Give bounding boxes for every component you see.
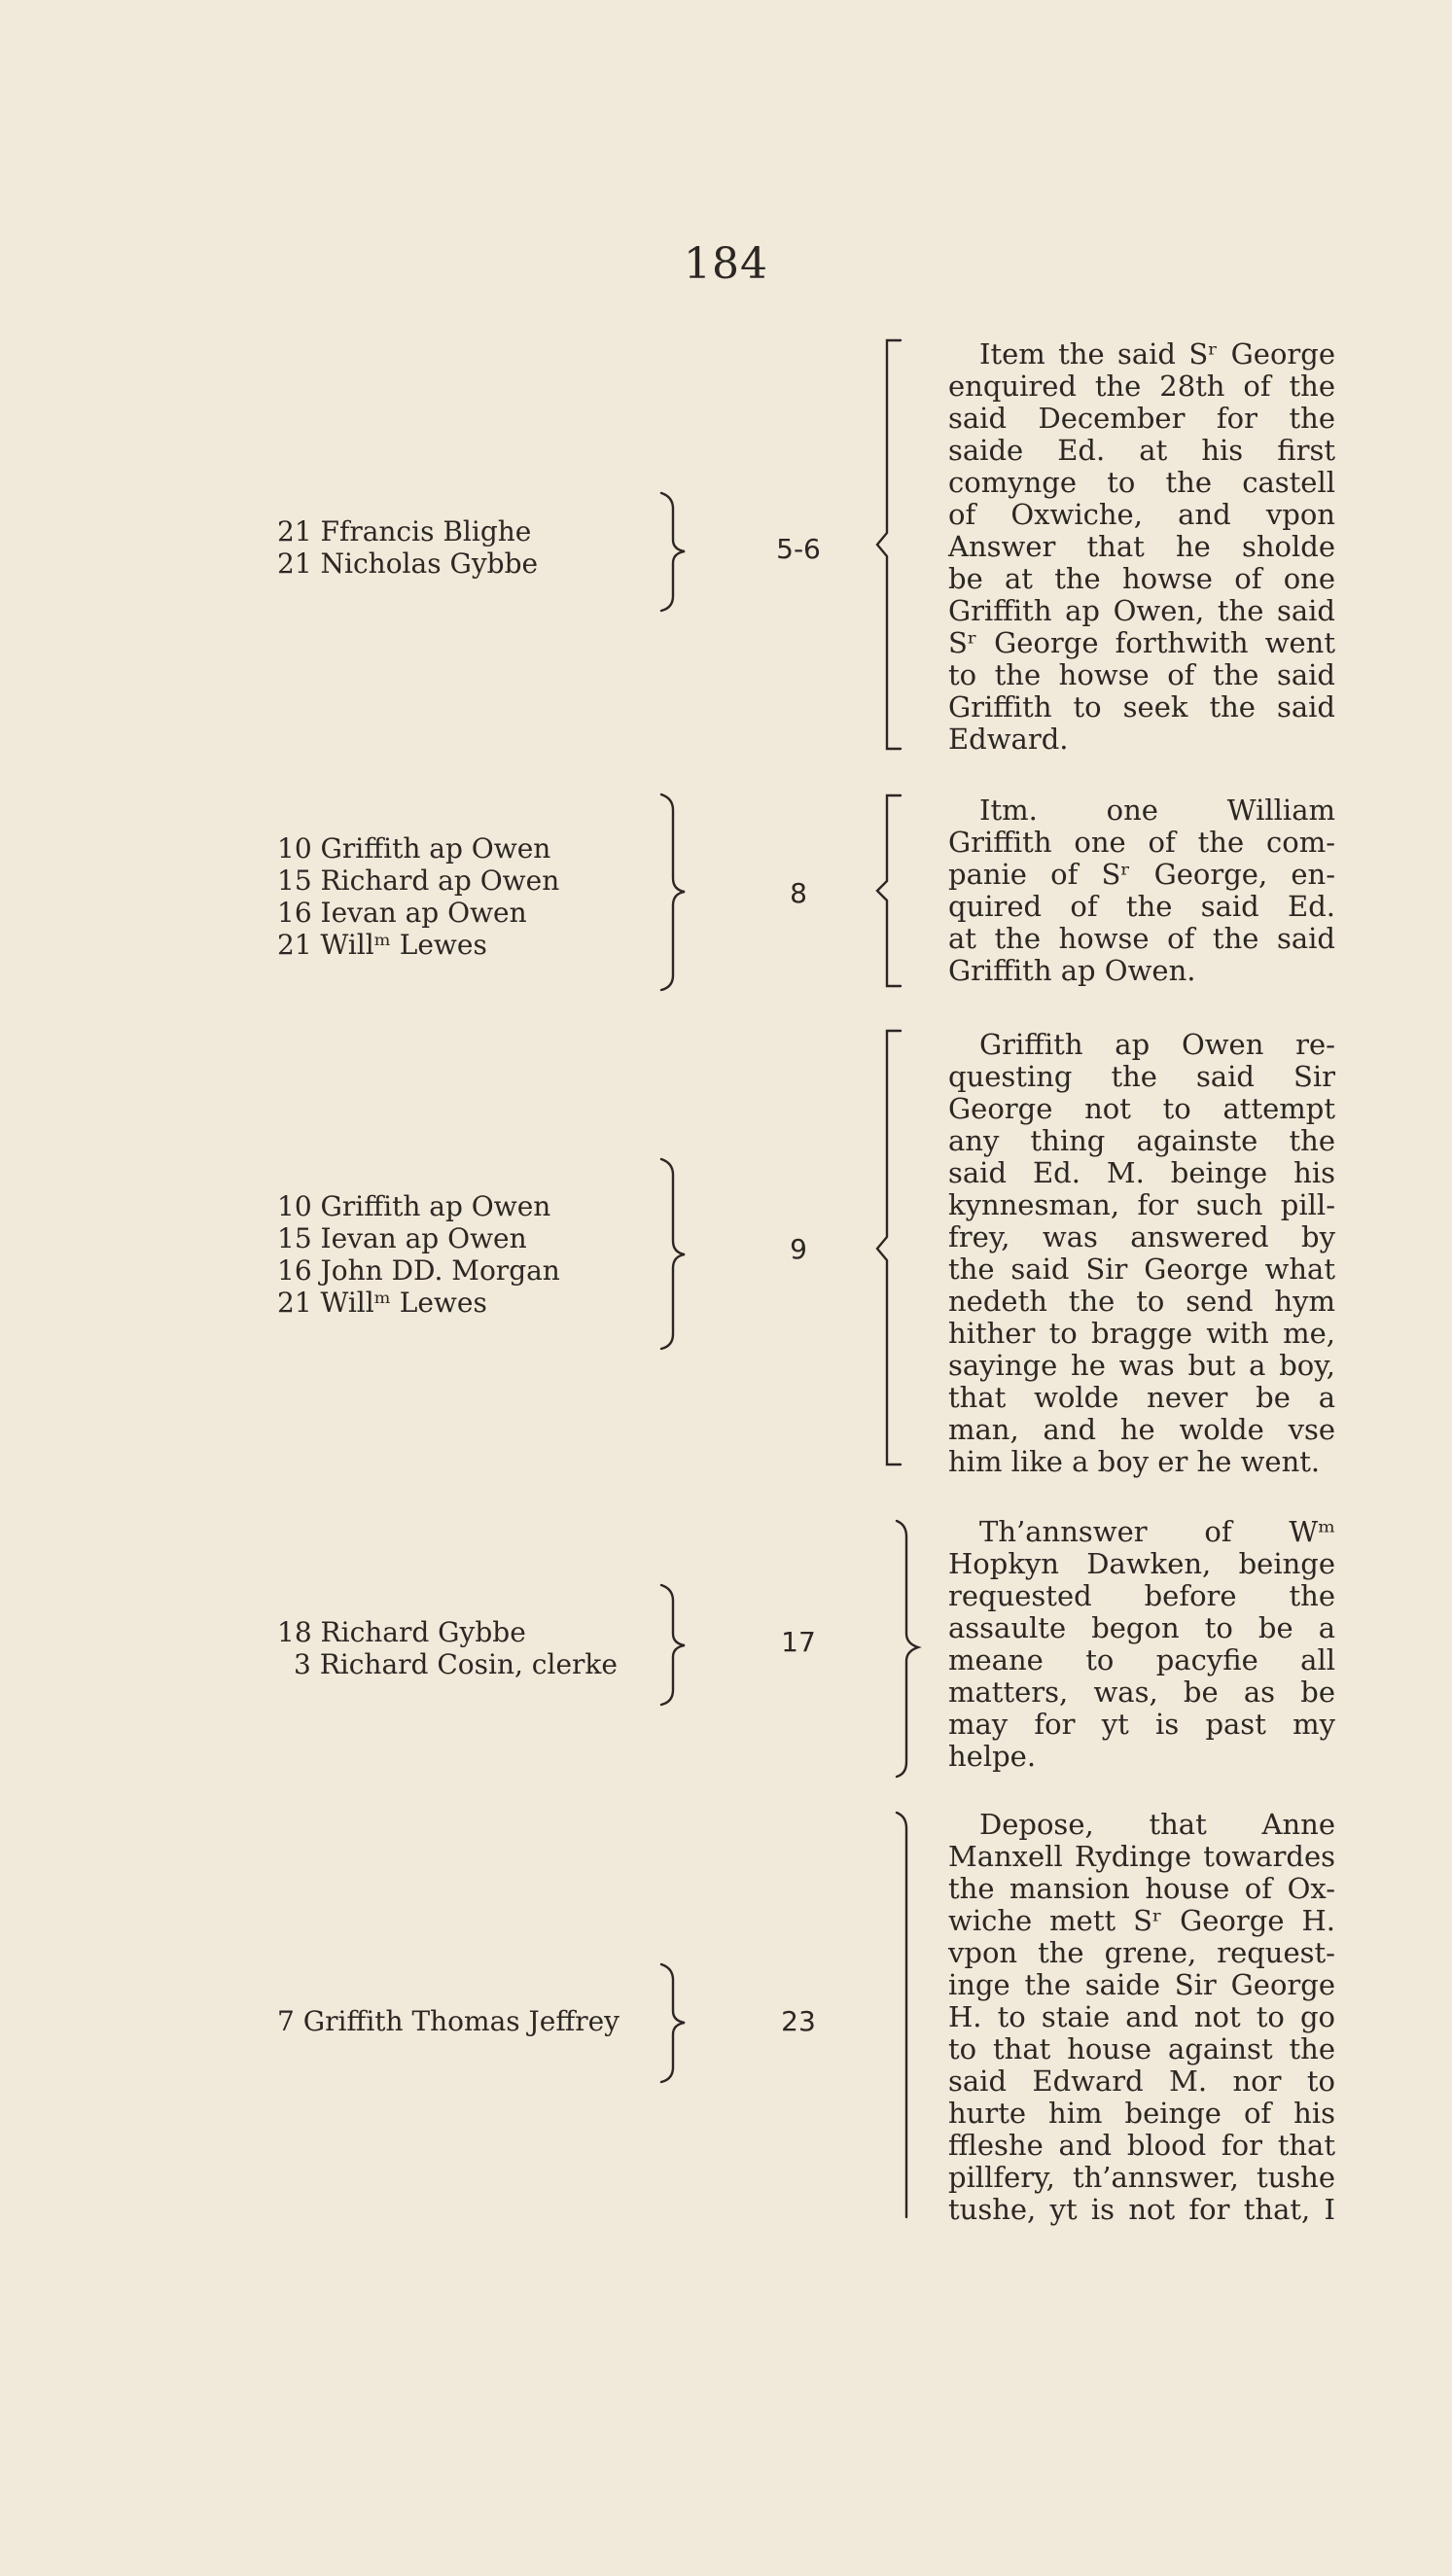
name-line: 15 Ievan ap Owen <box>277 1222 527 1254</box>
text-brace <box>873 338 932 752</box>
text-block <box>948 794 1335 987</box>
name-line: 3 Richard Cosin, clerke <box>294 1648 618 1680</box>
names-block <box>277 1190 666 1319</box>
text-line: wiche mett Sʳ George H. <box>948 1904 1335 1937</box>
text-line: pillfery, th’annswer, tushe <box>948 2161 1335 2194</box>
text-line: said December for the <box>948 402 1335 435</box>
text-line: Griffith one of the com- <box>948 826 1335 859</box>
text-line: may for yt is past my <box>948 1708 1335 1741</box>
name-line: 10 Griffith ap Owen <box>277 832 551 865</box>
entry-number: 5-6 <box>776 533 821 565</box>
text-line: tushe, yt is not for that, I <box>948 2193 1335 2226</box>
names-block <box>277 515 666 580</box>
text-line: Griffith ap Owen re- <box>979 1028 1335 1061</box>
text-block <box>948 1029 1335 1478</box>
text-line: at the howse of the said <box>948 922 1335 955</box>
text-line: matters, was, be as be <box>948 1676 1335 1709</box>
name-line: 21 Willᵐ Lewes <box>277 929 487 961</box>
text-line: the said Sir George what <box>948 1253 1335 1286</box>
text-line: hurte him beinge of his <box>948 2097 1335 2130</box>
text-line: enquired the 28th of the <box>948 370 1335 403</box>
text-line: man, and he wolde vse <box>948 1413 1335 1446</box>
text-line: ffleshe and blood for that <box>948 2129 1335 2162</box>
text-block <box>948 338 1335 756</box>
names-brace <box>652 1583 691 1708</box>
text-line: any thing againste the <box>948 1124 1335 1157</box>
text-line: quired of the said Ed. <box>948 890 1335 923</box>
text-line: meane to pacyfie all <box>948 1643 1335 1676</box>
entry-number: 23 <box>781 2005 816 2037</box>
name-line: 18 Richard Gybbe <box>277 1616 526 1648</box>
name-line: 16 Ievan ap Owen <box>277 897 527 929</box>
text-line: helpe. <box>948 1740 1037 1773</box>
text-line: Itm. one William <box>979 794 1335 827</box>
text-line: Griffith ap Owen. <box>948 954 1196 987</box>
text-line: vpon the grene, request- <box>948 1936 1335 1969</box>
entry-number: 8 <box>790 877 807 909</box>
text-line: him like a boy er he went. <box>948 1445 1321 1478</box>
text-line: said Ed. M. beinge his <box>948 1156 1335 1189</box>
text-line: hither to bragge with me, <box>948 1317 1335 1350</box>
text-line: of Oxwiche, and vpon <box>948 498 1335 531</box>
text-line: to the howse of the said <box>948 658 1335 691</box>
text-brace <box>893 1811 932 2219</box>
text-line: inge the saide Sir George <box>948 1968 1335 2001</box>
name-line: 16 John DD. Morgan <box>277 1254 560 1287</box>
name-line: 21 Ffrancis Blighe <box>277 515 532 547</box>
text-line: H. to staie and not to go <box>948 2000 1335 2033</box>
names-brace <box>652 1157 691 1352</box>
text-line: assaulte begon to be a <box>948 1611 1335 1644</box>
text-line: panie of Sʳ George, en- <box>948 858 1335 891</box>
text-brace <box>873 1029 932 1468</box>
name-line: 15 Richard ap Owen <box>277 865 560 897</box>
name-line: 7 Griffith Thomas Jeffrey <box>277 2005 620 2037</box>
text-line: be at the howse of one <box>948 562 1335 595</box>
text-line: Griffith ap Owen, the said <box>948 594 1335 627</box>
text-line: Edward. <box>948 723 1069 756</box>
text-line: Answer that he sholde <box>948 530 1335 563</box>
text-line: Hopkyn Dawken, beinge <box>948 1547 1335 1580</box>
page-number: 184 <box>684 239 768 289</box>
text-line: George not to attempt <box>948 1092 1335 1125</box>
text-line: nedeth the to send hym <box>948 1285 1335 1318</box>
text-line: Th’annswer of Wᵐ <box>979 1515 1335 1548</box>
text-line: Griffith to seek the said <box>948 690 1335 723</box>
text-brace <box>873 794 932 988</box>
names-block <box>277 832 666 961</box>
text-line: sayinge he was but a boy, <box>948 1349 1335 1382</box>
names-block <box>277 1616 666 1680</box>
text-line: Depose, that Anne <box>979 1808 1335 1841</box>
text-brace <box>893 1519 932 1780</box>
text-line: the mansion house of Ox- <box>948 1872 1335 1905</box>
text-line: frey, was answered by <box>948 1220 1335 1253</box>
text-line: Item the said Sʳ George <box>979 337 1335 371</box>
text-line: said Edward M. nor to <box>948 2064 1335 2098</box>
name-line: 21 Nicholas Gybbe <box>277 547 539 580</box>
text-line: comynge to the castell <box>948 466 1335 499</box>
text-line: to that house against the <box>948 2032 1335 2065</box>
name-line: 10 Griffith ap Owen <box>277 1190 551 1222</box>
names-brace <box>652 491 691 613</box>
names-block <box>277 2005 666 2037</box>
text-block <box>948 1516 1335 1773</box>
entry-number: 17 <box>781 1626 816 1658</box>
text-line: Manxell Rydinge towardes <box>948 1840 1335 1873</box>
name-line: 21 Willᵐ Lewes <box>277 1287 487 1319</box>
text-line: saide Ed. at his first <box>948 434 1335 467</box>
names-brace <box>652 1962 691 2084</box>
text-line: Sʳ George forthwith went <box>948 626 1335 659</box>
text-block <box>948 1809 1335 2226</box>
names-brace <box>652 793 691 992</box>
text-line: questing the said Sir <box>948 1060 1335 1093</box>
entry-number: 9 <box>790 1233 807 1265</box>
text-line: requested before the <box>948 1579 1335 1612</box>
text-line: that wolde never be a <box>948 1381 1335 1414</box>
text-line: kynnesman, for such pill- <box>948 1188 1335 1221</box>
